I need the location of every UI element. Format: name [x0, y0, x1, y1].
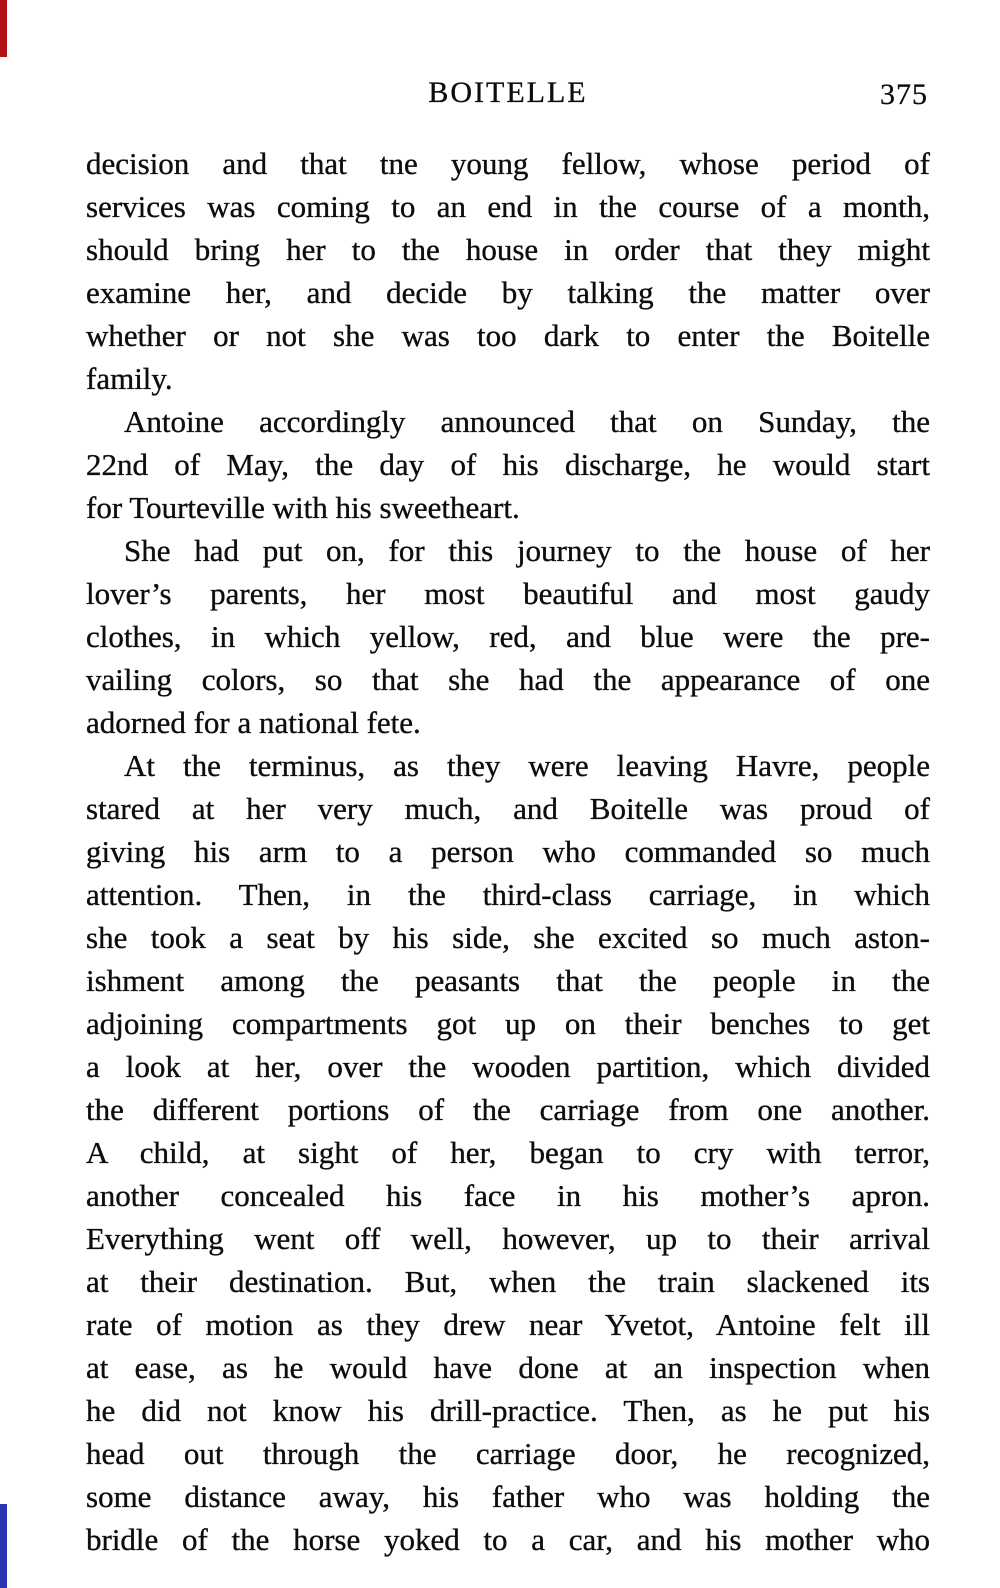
text-line: adorned for a national fete. [86, 705, 421, 740]
running-head [86, 76, 930, 114]
page-body [86, 142, 930, 1561]
text-line: he did not know his drill-practice. Then, as he put his [86, 1393, 930, 1428]
text-line: She had put on, for this journey to the house of her [124, 533, 930, 568]
text-line: family. [86, 361, 173, 396]
scan-edge-mark-bottom [0, 1504, 7, 1588]
text-line: the different portions of the carriage from one another. [86, 1092, 930, 1127]
text-line: whether or not she was too dark to enter the Boitelle [86, 318, 930, 353]
text-line: a look at her, over the wooden partition, which divided [86, 1049, 930, 1084]
text-line: for Tourteville with his sweetheart. [86, 490, 520, 525]
text-line: ishment among the peasants that the people in the [86, 963, 930, 998]
text-line: services was coming to an end in the course of a month, [86, 189, 930, 224]
text-line: head out through the carriage door, he recognized, [86, 1436, 930, 1471]
text-line: At the terminus, as they were leaving Havre, people [124, 748, 930, 783]
text-line: vailing colors, so that she had the appearance of one [86, 662, 930, 697]
text-line: lover’s parents, her most beautiful and most gaudy [86, 576, 930, 611]
text-line: attention. Then, in the third-class carriage, in which [86, 877, 930, 912]
text-line: Everything went off well, however, up to their arrival [86, 1221, 930, 1256]
text-line: some distance away, his father who was holding the [86, 1479, 930, 1514]
text-line: clothes, in which yellow, red, and blue were the pre- [86, 619, 930, 654]
scan-edge-mark-top [0, 0, 7, 57]
page-number: 375 [880, 78, 928, 111]
text-line: examine her, and decide by talking the matter over [86, 275, 930, 310]
text-line: A child, at sight of her, began to cry with terror, [86, 1135, 930, 1170]
chapter-title: BOITELLE [428, 76, 588, 109]
text-line: rate of motion as they drew near Yvetot, Antoine felt ill [86, 1307, 930, 1342]
text-line: Antoine accordingly announced that on Sunday, the [124, 404, 930, 439]
text-line: bridle of the horse yoked to a car, and his mother who [86, 1522, 930, 1557]
text-line: another concealed his face in his mother’s apron. [86, 1178, 930, 1213]
text-line: decision and that tne young fellow, whose period of [86, 146, 930, 181]
text-line: should bring her to the house in order that they might [86, 232, 930, 267]
text-line: stared at her very much, and Boitelle was proud of [86, 791, 930, 826]
text-line: at their destination. But, when the train slackened its [86, 1264, 930, 1299]
text-line: adjoining compartments got up on their benches to get [86, 1006, 930, 1041]
text-line: giving his arm to a person who commanded so much [86, 834, 930, 869]
text-line: at ease, as he would have done at an inspection when [86, 1350, 930, 1385]
text-line: 22nd of May, the day of his discharge, he would start [86, 447, 930, 482]
text-line: she took a seat by his side, she excited so much aston- [86, 920, 930, 955]
